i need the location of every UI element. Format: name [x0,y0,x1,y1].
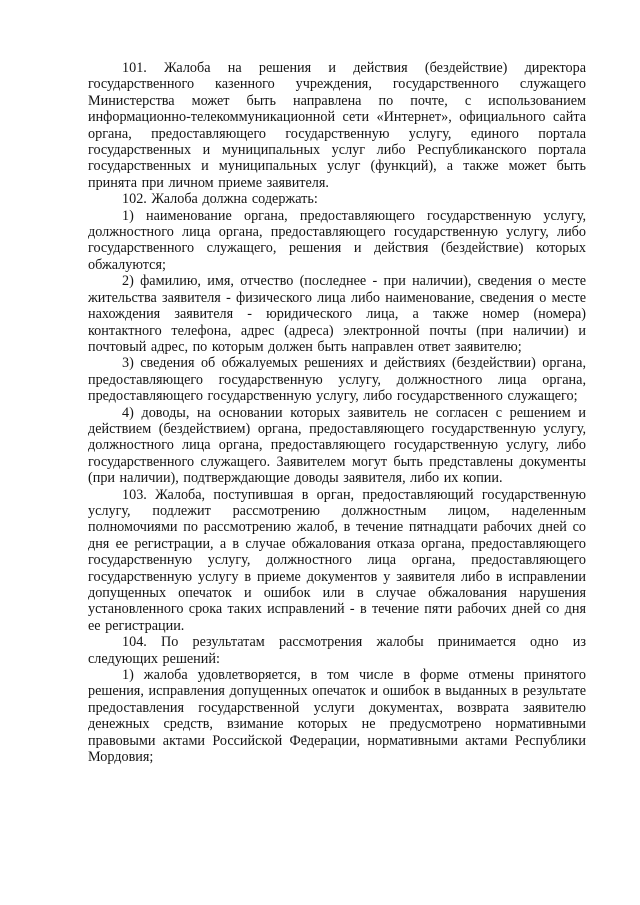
paragraph-102-item-2: 2) фамилию, имя, отчество (последнее - при наличии), сведения о месте жительства заявителя - физического лица либо наименование, сведения о месте нахождения заявителя - юридического лица, а также номер (номера) контактного телефона, адрес (адреса) электронной почты (при наличии) и почтовый адрес, по которым должен быть направлен ответ заявителю; [88,273,586,355]
paragraph-104: 104. По результатам рассмотрения жалобы принимается одно из следующих решений: [88,634,586,667]
paragraph-103: 103. Жалоба, поступившая в орган, предоставляющий государственную услугу, подлежит рассмотрению должностным лицом, наделенным полномочиями по рассмотрению жалоб, в течение пятнадцати рабочих дней со дня ее регистрации, а в случае обжалования отказа органа, предоставляющего государственную услугу, должностного лица органа, предоставляющего государственную услугу в приеме документов у заявителя либо в исправлении допущенных опечаток и ошибок или в случае обжалования нарушения установленного срока таких исправлений - в течение пяти рабочих дней со дня ее регистрации. [88,486,586,634]
paragraph-101: 101. Жалоба на решения и действия (бездействие) директора государственного казенного учреждения, государственного служащего Министерства может быть направлена по почте, с использованием информационно-телекоммуникационной сети «Интернет», официального сайта органа, предоставляющего государственную услугу, единого портала государственных и муниципальных услуг либо Республиканского портала государственных и муниципальных услуг (функций), а также может быть принята при личном приеме заявителя. [88,60,586,191]
paragraph-102: 102. Жалоба должна содержать: [122,191,318,208]
paragraph-102-item-1: 1) наименование органа, предоставляющего государственную услугу, должностного лица органа, предоставляющего государственную услугу, либо государственного служащего, решения и действия (бездействие) которых обжалуются; [88,207,586,273]
paragraph-102-item-4: 4) доводы, на основании которых заявитель не согласен с решением и действием (бездействием) органа, предоставляющего государственную услугу, должностного лица органа, предоставляющего государственную услугу, либо государственного служащего. Заявителем могут быть представлены документы (при наличии), подтверждающие доводы заявителя, либо их копии. [88,404,586,487]
paragraph-104-item-1: 1) жалоба удовлетворяется, в том числе в форме отмены принятого решения, исправления допущенных опечаток и ошибок в выданных в результате предоставления государственной услуги документах, возврата заявителю денежных средств, взимание которых не предусмотрено нормативными правовыми актами Российской Федерации, нормативными актами Республики Мордовия; [88,667,586,766]
document-page [88,60,586,765]
paragraph-102-item-3: 3) сведения об обжалуемых решениях и действиях (бездействии) органа, предоставляющего государственную услугу, должностного лица органа, предоставляющего государственную услугу, либо государственного служащего; [88,355,586,405]
